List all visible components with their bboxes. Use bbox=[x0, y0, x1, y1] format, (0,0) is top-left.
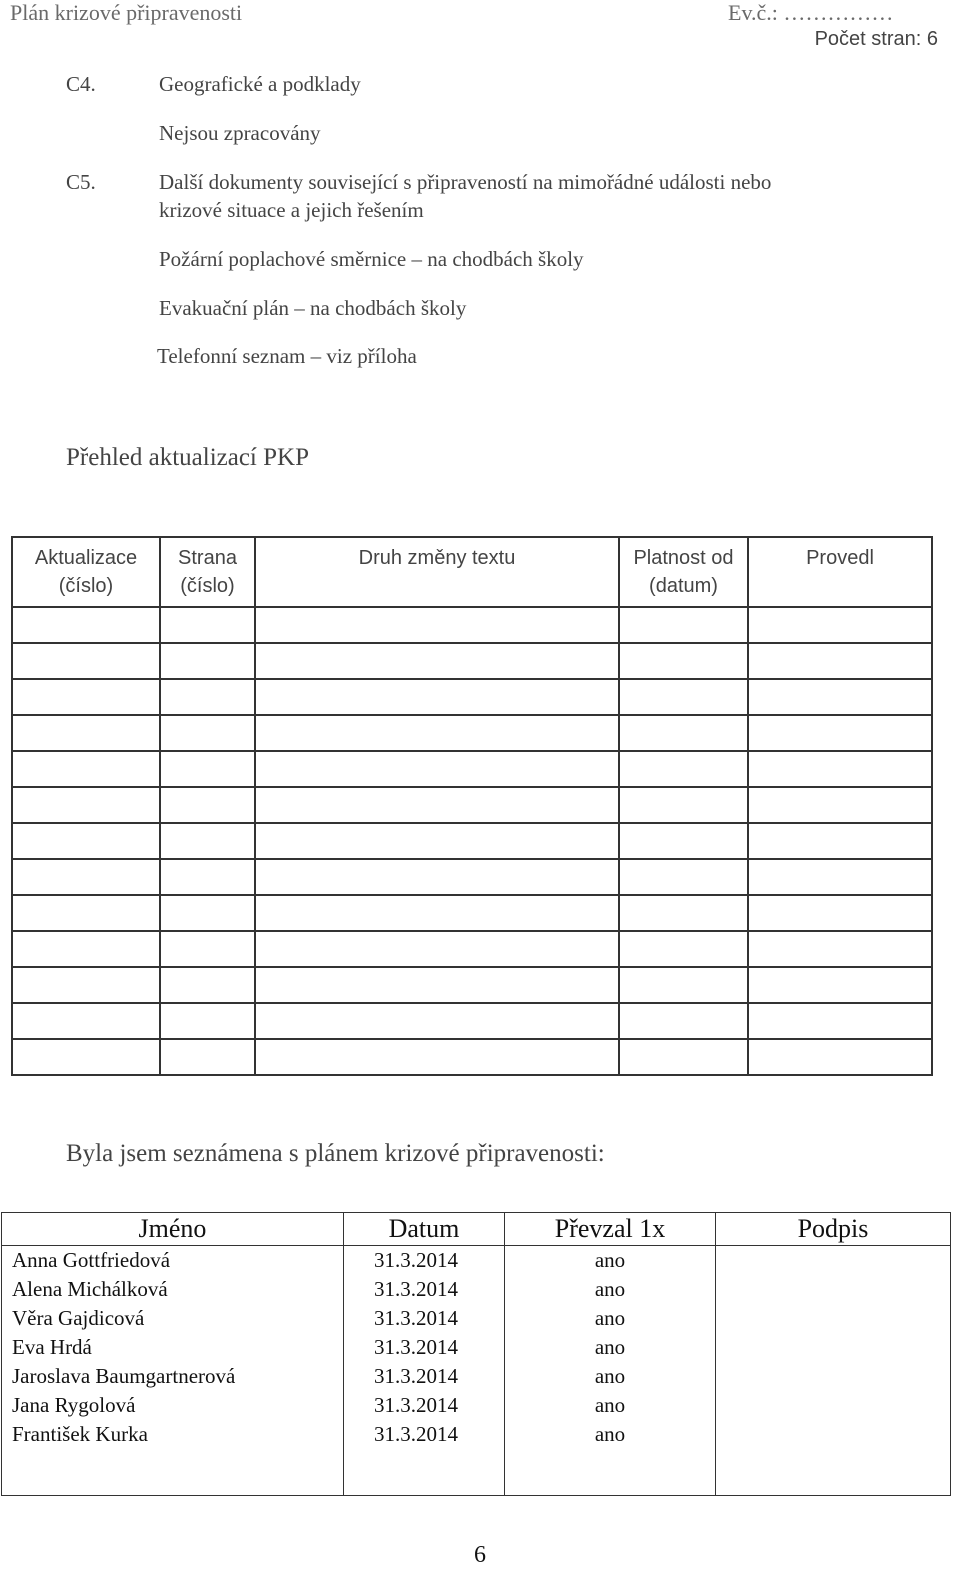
updates-empty-cell bbox=[255, 715, 619, 751]
updates-empty-cell bbox=[748, 895, 932, 931]
updates-empty-cell bbox=[12, 1039, 160, 1075]
updates-empty-cell bbox=[255, 859, 619, 895]
updates-empty-cell bbox=[160, 787, 255, 823]
updates-empty-cell bbox=[255, 607, 619, 643]
acknowledgement-heading: Byla jsem seznámena s plánem krizové připravenosti: bbox=[66, 1140, 605, 1167]
acknowledgement-empty-cell bbox=[716, 1449, 951, 1496]
person-name: Eva Hrdá bbox=[2, 1333, 344, 1362]
updates-empty-cell bbox=[619, 931, 748, 967]
received-flag: ano bbox=[505, 1391, 716, 1420]
updates-heading: Přehled aktualizací PKP bbox=[66, 444, 309, 471]
section-c5-title-line2: krizové situace a jejich řešením bbox=[159, 198, 424, 222]
acknowledgement-empty-row bbox=[2, 1449, 951, 1496]
col-name: Jméno bbox=[2, 1213, 344, 1246]
received-flag: ano bbox=[505, 1420, 716, 1449]
updates-empty-cell bbox=[619, 679, 748, 715]
person-name: Jaroslava Baumgartnerová bbox=[2, 1362, 344, 1391]
acknowledgement-row bbox=[2, 1333, 951, 1362]
updates-empty-cell bbox=[12, 679, 160, 715]
updates-empty-cell bbox=[255, 1039, 619, 1075]
acknowledgement-date: 31.3.2014 bbox=[344, 1246, 505, 1276]
updates-empty-cell bbox=[619, 967, 748, 1003]
person-name: Věra Gajdicová bbox=[2, 1304, 344, 1333]
section-c4-label: C4. bbox=[66, 72, 96, 96]
updates-empty-cell bbox=[255, 679, 619, 715]
col-received: Převzal 1x bbox=[505, 1213, 716, 1246]
updates-empty-cell bbox=[255, 751, 619, 787]
updates-empty-cell bbox=[255, 787, 619, 823]
updates-empty-cell bbox=[619, 1003, 748, 1039]
updates-empty-cell bbox=[12, 751, 160, 787]
updates-empty-cell bbox=[619, 607, 748, 643]
updates-empty-cell bbox=[619, 751, 748, 787]
updates-empty-row bbox=[12, 679, 932, 715]
updates-empty-cell bbox=[748, 1003, 932, 1039]
acknowledgement-date: 31.3.2014 bbox=[344, 1304, 505, 1333]
updates-empty-cell bbox=[160, 643, 255, 679]
updates-empty-cell bbox=[619, 715, 748, 751]
updates-empty-cell bbox=[160, 895, 255, 931]
updates-empty-row bbox=[12, 823, 932, 859]
updates-empty-cell bbox=[255, 643, 619, 679]
signature-cell bbox=[716, 1275, 951, 1304]
updates-empty-row bbox=[12, 607, 932, 643]
updates-empty-row bbox=[12, 715, 932, 751]
acknowledgement-row bbox=[2, 1391, 951, 1420]
updates-empty-cell bbox=[619, 859, 748, 895]
signature-cell bbox=[716, 1304, 951, 1333]
page-number: 6 bbox=[474, 1542, 486, 1568]
updates-empty-row bbox=[12, 859, 932, 895]
updates-table bbox=[11, 536, 933, 1076]
person-name: Anna Gottfriedová bbox=[2, 1246, 344, 1276]
updates-empty-cell bbox=[12, 607, 160, 643]
received-flag: ano bbox=[505, 1304, 716, 1333]
updates-empty-cell bbox=[619, 895, 748, 931]
updates-empty-cell bbox=[255, 967, 619, 1003]
updates-empty-cell bbox=[255, 1003, 619, 1039]
person-name: Alena Michálková bbox=[2, 1275, 344, 1304]
received-flag: ano bbox=[505, 1362, 716, 1391]
signature-cell bbox=[716, 1362, 951, 1391]
acknowledgement-row bbox=[2, 1420, 951, 1449]
updates-empty-cell bbox=[160, 823, 255, 859]
acknowledgement-empty-cell bbox=[344, 1449, 505, 1496]
acknowledgement-date: 31.3.2014 bbox=[344, 1362, 505, 1391]
person-name: Jana Rygolová bbox=[2, 1391, 344, 1420]
col-update-number: Aktualizace (číslo) bbox=[12, 537, 160, 607]
acknowledgement-date: 31.3.2014 bbox=[344, 1391, 505, 1420]
updates-empty-cell bbox=[160, 1039, 255, 1075]
updates-empty-cell bbox=[748, 859, 932, 895]
signature-cell bbox=[716, 1391, 951, 1420]
updates-empty-cell bbox=[160, 679, 255, 715]
updates-empty-cell bbox=[12, 931, 160, 967]
updates-empty-cell bbox=[12, 1003, 160, 1039]
acknowledgement-date: 31.3.2014 bbox=[344, 1333, 505, 1362]
updates-empty-cell bbox=[619, 643, 748, 679]
section-c4-note: Nejsou zpracovány bbox=[159, 121, 321, 145]
person-name: František Kurka bbox=[2, 1420, 344, 1449]
updates-empty-cell bbox=[12, 895, 160, 931]
col-date: Datum bbox=[344, 1213, 505, 1246]
acknowledgement-empty-cell bbox=[2, 1449, 344, 1496]
acknowledgement-empty-cell bbox=[505, 1449, 716, 1496]
updates-empty-cell bbox=[255, 823, 619, 859]
section-c5-title-line1: Další dokumenty související s připraveností na mimořádné události nebo bbox=[159, 170, 772, 194]
updates-empty-cell bbox=[160, 1003, 255, 1039]
updates-empty-cell bbox=[255, 931, 619, 967]
updates-empty-cell bbox=[748, 787, 932, 823]
col-performed-by: Provedl bbox=[748, 537, 932, 607]
section-c5-item: Evakuační plán – na chodbách školy bbox=[159, 296, 467, 320]
col-valid-from: Platnost od (datum) bbox=[619, 537, 748, 607]
updates-empty-cell bbox=[12, 859, 160, 895]
updates-empty-row bbox=[12, 1003, 932, 1039]
updates-empty-row bbox=[12, 967, 932, 1003]
signature-cell bbox=[716, 1420, 951, 1449]
updates-empty-cell bbox=[748, 967, 932, 1003]
acknowledgement-date: 31.3.2014 bbox=[344, 1420, 505, 1449]
section-c4-title: Geografické a podklady bbox=[159, 72, 361, 96]
updates-empty-row bbox=[12, 787, 932, 823]
signature-cell bbox=[716, 1333, 951, 1362]
received-flag: ano bbox=[505, 1275, 716, 1304]
updates-empty-row bbox=[12, 643, 932, 679]
received-flag: ano bbox=[505, 1246, 716, 1276]
col-change-type: Druh změny textu bbox=[255, 537, 619, 607]
updates-empty-cell bbox=[619, 1039, 748, 1075]
updates-empty-cell bbox=[619, 787, 748, 823]
col-page-number: Strana (číslo) bbox=[160, 537, 255, 607]
acknowledgement-row bbox=[2, 1275, 951, 1304]
section-c5-item: Požární poplachové směrnice – na chodbách školy bbox=[159, 247, 584, 271]
updates-empty-cell bbox=[748, 643, 932, 679]
acknowledgement-header-row bbox=[2, 1213, 951, 1246]
updates-empty-cell bbox=[160, 607, 255, 643]
updates-empty-row bbox=[12, 895, 932, 931]
updates-empty-cell bbox=[748, 751, 932, 787]
updates-empty-cell bbox=[160, 931, 255, 967]
updates-empty-cell bbox=[12, 787, 160, 823]
updates-empty-cell bbox=[748, 607, 932, 643]
received-flag: ano bbox=[505, 1333, 716, 1362]
updates-empty-cell bbox=[160, 859, 255, 895]
acknowledgement-table bbox=[1, 1212, 951, 1496]
acknowledgement-row bbox=[2, 1246, 951, 1276]
updates-empty-cell bbox=[619, 823, 748, 859]
updates-empty-cell bbox=[748, 1039, 932, 1075]
acknowledgement-date: 31.3.2014 bbox=[344, 1275, 505, 1304]
updates-header-row bbox=[12, 537, 932, 607]
document-title: Plán krizové připravenosti bbox=[10, 0, 243, 25]
acknowledgement-row bbox=[2, 1304, 951, 1333]
updates-empty-cell bbox=[12, 967, 160, 1003]
updates-empty-cell bbox=[12, 715, 160, 751]
updates-empty-cell bbox=[12, 823, 160, 859]
updates-empty-cell bbox=[255, 895, 619, 931]
section-c5-item: Telefonní seznam – viz příloha bbox=[157, 344, 417, 368]
updates-empty-row bbox=[12, 1039, 932, 1075]
updates-empty-cell bbox=[160, 751, 255, 787]
section-c5-label: C5. bbox=[66, 170, 96, 194]
updates-empty-cell bbox=[748, 715, 932, 751]
updates-empty-cell bbox=[160, 715, 255, 751]
acknowledgement-row bbox=[2, 1362, 951, 1391]
updates-empty-cell bbox=[12, 643, 160, 679]
updates-empty-cell bbox=[748, 679, 932, 715]
signature-cell bbox=[716, 1246, 951, 1276]
page-count: Počet stran: 6 bbox=[814, 28, 938, 50]
evidence-number: Ev.č.: …………… bbox=[728, 0, 894, 25]
col-signature: Podpis bbox=[716, 1213, 951, 1246]
updates-empty-cell bbox=[748, 931, 932, 967]
updates-empty-row bbox=[12, 931, 932, 967]
updates-empty-cell bbox=[748, 823, 932, 859]
updates-empty-cell bbox=[160, 967, 255, 1003]
updates-empty-row bbox=[12, 751, 932, 787]
